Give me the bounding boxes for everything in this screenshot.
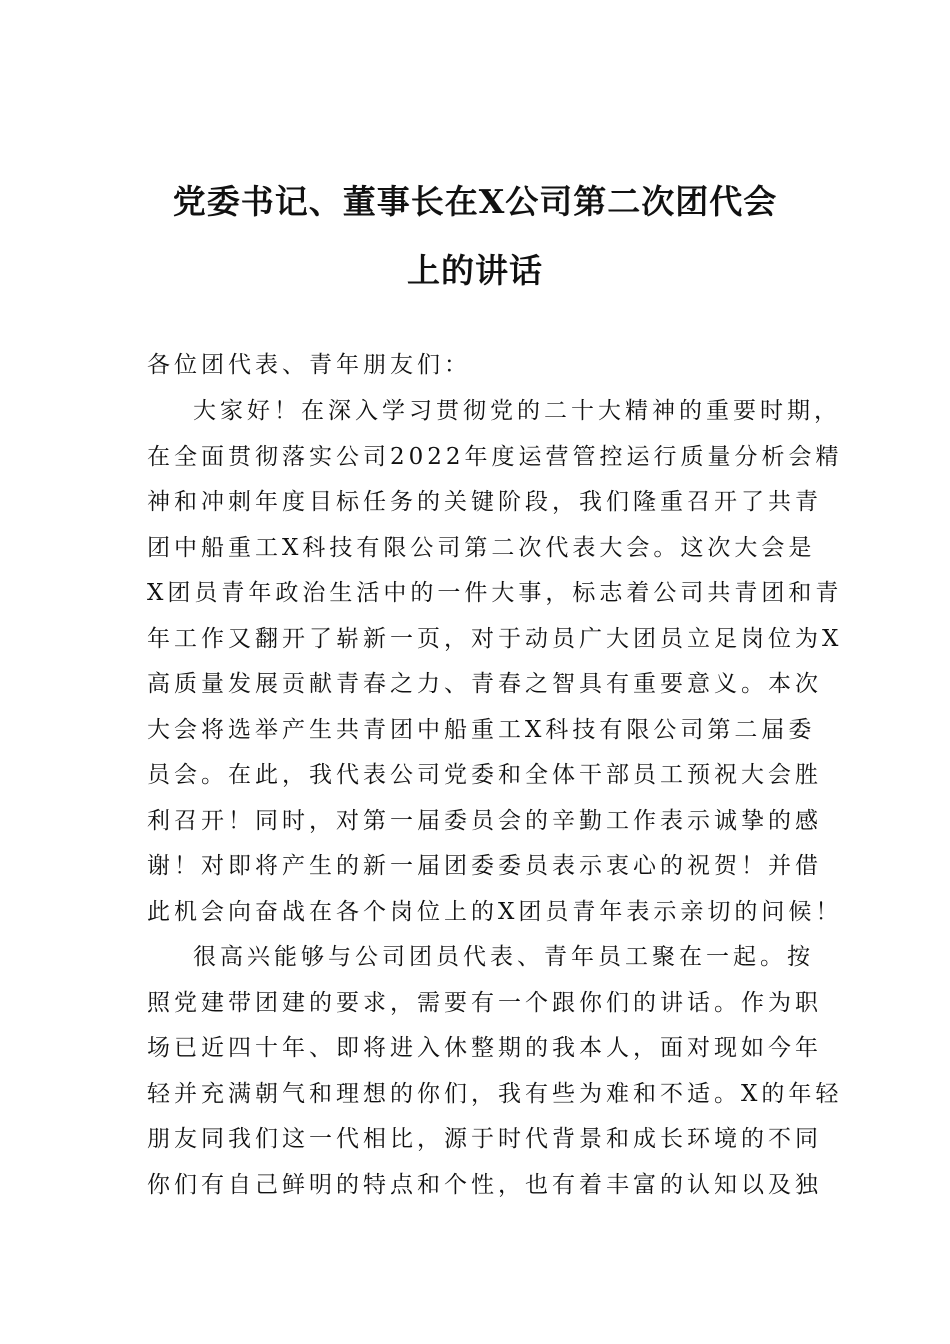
paragraph-line: 此机会向奋战在各个岗位上的X团员青年表示亲切的问候！ [147,899,843,925]
paragraph-line: 团中船重工X科技有限公司第二次代表大会。这次大会是 [147,535,816,561]
paragraph-line: 年工作又翻开了崭新一页，对于动员广大团员立足岗位为X [147,626,843,652]
paragraph-line: 利召开！同时，对第一届委员会的辛勤工作表示诚挚的感 [147,808,822,834]
paragraph-line: 你们有自己鲜明的特点和个性，也有着丰富的认知以及独 [147,1172,822,1198]
document-title-line-2: 上的讲话 [407,251,543,290]
paragraph-line: 大家好！在深入学习贯彻党的二十大精神的重要时期， [193,398,841,424]
paragraph-line: 场已近四十年、即将进入休整期的我本人，面对现如今年 [147,1035,822,1061]
paragraph-line: 大会将选举产生共青团中船重工X科技有限公司第二届委 [147,717,816,743]
paragraph-line: 很高兴能够与公司团员代表、青年员工聚在一起。按 [193,944,814,970]
paragraph-line: 高质量发展贡献青春之力、青春之智具有重要意义。本次 [147,671,822,697]
paragraph-line: 朋友同我们这一代相比，源于时代背景和成长环境的不同 [147,1126,822,1152]
salutation: 各位团代表、青年朋友们： [147,352,471,378]
paragraph-line: 在全面贯彻落实公司2022年度运营管控运行质量分析会精 [147,444,843,470]
paragraph-line: 轻并充满朝气和理想的你们，我有些为难和不适。X的年轻 [147,1081,843,1107]
paragraph-line: 神和冲刺年度目标任务的关键阶段，我们隆重召开了共青 [147,489,822,515]
paragraph-line: 员会。在此，我代表公司党委和全体干部员工预祝大会胜 [147,762,822,788]
document-title-line-1: 党委书记、董事长在X公司第二次团代会 [172,182,778,221]
paragraph-line: 谢！对即将产生的新一届团委委员表示衷心的祝贺！并借 [147,853,822,879]
paragraph-line: X团员青年政治生活中的一件大事，标志着公司共青团和青 [147,580,843,606]
paragraph-line: 照党建带团建的要求，需要有一个跟你们的讲话。作为职 [147,990,822,1016]
